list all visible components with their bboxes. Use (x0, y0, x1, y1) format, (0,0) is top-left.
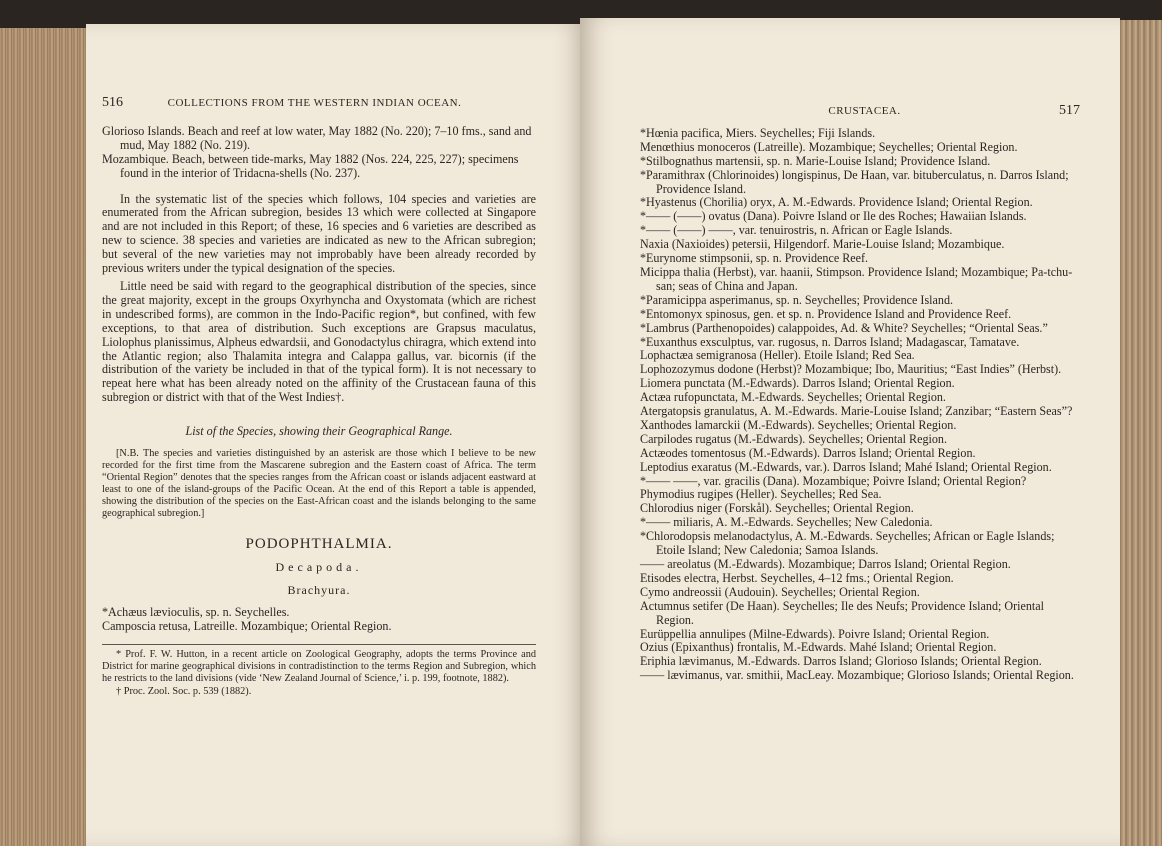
page-number-right: 517 (1059, 103, 1080, 118)
species-entry: *Chlorodopsis melanodactylus, A. M.-Edwards. Seychelles; African or Eagle Islands; Etoile Island; New Caledonia; Samoa Islands. (640, 529, 1055, 558)
heading-tribe: Brachyura. (287, 582, 351, 597)
footnote: † Proc. Zool. Soc. p. 539 (1882). (116, 685, 252, 697)
species-entry: Liomera punctata (M.-Edwards). Darros Island; Oriental Region. (640, 376, 955, 391)
footnote: * Prof. F. W. Hutton, in a recent article on Zoological Geography, adopts the terms Province and District for marine geographical divisions in contradistinction to the terms Region and Subregion, which he restricts to the land divisions (vide ‘New Zealand Journal of Science,’ i. p. 199, footnote, 1882). (102, 648, 536, 684)
right-page-content (640, 104, 1080, 683)
locality-line: Glorioso Islands. Beach and reef at low water, May 1882 (No. 220); 7–10 fms., sand and mud, May 1882 (No. 219). (102, 123, 532, 152)
species-entry: *—— (——) ovatus (Dana). Poivre Island or Ile des Roches; Hawaiian Islands. (640, 209, 1027, 224)
species-entry: Actæodes tomentosus (M.-Edwards). Darros Island; Oriental Region. (640, 445, 976, 460)
right-page-edges (1116, 20, 1162, 846)
right-running-header (640, 104, 1080, 119)
species-entry: *Paramithrax (Chlorinoides) longispinus, De Haan, var. bituberculatus, n. Darros Island; Providence Island. (640, 167, 1069, 196)
left-page-content (102, 96, 536, 698)
species-entry: Naxia (Naxioides) petersii, Hilgendorf. Marie-Louise Island; Mozambique. (640, 237, 1005, 252)
species-entry: Camposcia retusa, Latreille. Mozambique; Oriental Region. (102, 618, 392, 633)
species-entry: *Hœnia pacifica, Miers. Seychelles; Fiji Islands. (640, 125, 876, 140)
species-entry: *—— (——) ——, var. tenuirostris, n. African or Eagle Islands. (640, 223, 953, 238)
body-paragraph: In the systematic list of the species which follows, 104 species and varieties are enumerated from the African subregion, besides 13 which were collected at Singapore and are not included in this Report; of these, 16 species and 6 varieties are described as new to science. 38 species and varieties are indicated as new to the African subregion; but several of the new varieties may not improbably have been already recorded by previous writers under the typical designation of the species. (102, 191, 536, 276)
page-number-left: 516 (102, 95, 123, 110)
left-running-header (102, 96, 536, 111)
species-entry: *Stilbognathus martensii, sp. n. Marie-Louise Island; Providence Island. (640, 153, 991, 168)
species-entry: Chlorodius niger (Forskål). Seychelles; Oriental Region. (640, 501, 914, 516)
heading-suborder: Decapoda. (275, 559, 363, 574)
list-heading: List of the Species, showing their Geographical Range. (185, 424, 453, 439)
species-entry: Xanthodes lamarckii (M.-Edwards). Seychelles; Oriental Region. (640, 417, 957, 432)
body-paragraph: Little need be said with regard to the geographical distribution of the species, since the great majority, except in the groups Oxyrhyncha and Oxystomata (which are richest in undescribed forms), are common in the Indo-Pacific region*, but confined, with few exceptions, to that area of distribution. Such exceptions are Grapsus maculatus, Liolophus planissimus, Alpheus edwardsii, and Gonodactylus chiragra, which extend into the Atlantic region; also Thalamita integra and Calappa gallus, var. bicornis (if the distribution of the variety be included in that of the typical form). It is not necessary to repeat here what has been already noted on the affinity of the Crustacean fauna of this subregion or district with that of the West Indies†. (102, 278, 536, 405)
species-entry: *Paramicippa asperimanus, sp. n. Seychelles; Providence Island. (640, 292, 954, 307)
species-entry: Actæa rufopunctata, M.-Edwards. Seychelles; Oriental Region. (640, 390, 946, 405)
species-entry: Carpilodes rugatus (M.-Edwards). Seychelles; Oriental Region. (640, 431, 947, 446)
editorial-note: [N.B. The species and varieties distinguished by an asterisk are those which I believe to be new recorded for the first time from the Mascarene subregion and the Eastern coast of Africa. The term “Oriental Region” denotes that the species ranges from the African coast or islands adjacent eastward at least to one of the island-groups of the Pacific Ocean. At the end of this Report a table is appended, showing the distribution of the species on the East-African coast and the islands belonging to the same geographical subregion.] (102, 448, 536, 520)
species-entry: *Entomonyx spinosus, gen. et sp. n. Providence Island and Providence Reef. (640, 306, 1012, 321)
species-entry: *Eurynome stimpsonii, sp. n. Providence Reef. (640, 251, 869, 266)
species-entry: *Hyastenus (Chorilia) oryx, A. M.-Edwards. Providence Island; Oriental Region. (640, 195, 1033, 210)
species-entry: Micippa thalia (Herbst), var. haanii, Stimpson. Providence Island; Mozambique; Pa-tchu-san; seas of China and Japan. (640, 264, 1073, 293)
species-entry: *—— miliaris, A. M.-Edwards. Seychelles; New Caledonia. (640, 515, 933, 530)
species-entry: Eurüppellia annulipes (Milne-Edwards). Poivre Island; Oriental Region. (640, 626, 990, 641)
species-entry: Eriphia lævimanus, M.-Edwards. Darros Island; Glorioso Islands; Oriental Region. (640, 654, 1042, 669)
species-entry: Etisodes electra, Herbst. Seychelles, 4–12 fms.; Oriental Region. (640, 570, 954, 585)
heading-order: PODOPHTHALMIA. (245, 536, 393, 553)
species-entry: —— lævimanus, var. smithii, MacLeay. Mozambique; Glorioso Islands; Oriental Region. (640, 668, 1074, 683)
left-page-edges (0, 28, 92, 846)
footnote-rule (102, 644, 536, 645)
species-entry: Ozius (Epixanthus) frontalis, M.-Edwards. Mahé Island; Oriental Region. (640, 640, 997, 655)
species-entry: Cymo andreossii (Audouin). Seychelles; Oriental Region. (640, 584, 920, 599)
species-entry: *Achæus lævioculis, sp. n. Seychelles. (102, 604, 290, 619)
locality-line: Mozambique. Beach, between tide-marks, May 1882 (Nos. 224, 225, 227); specimens found in the interior of Tridacna-shells (No. 237). (102, 151, 519, 180)
species-entry: —— areolatus (M.-Edwards). Mozambique; Darros Island; Oriental Region. (640, 557, 1011, 571)
species-entry: Lophozozymus dodone (Herbst)? Mozambique; Ibo, Mauritius; “East Indies” (Herbst). (640, 362, 1062, 377)
species-entry: Menœthius monoceros (Latreille). Mozambique; Seychelles; Oriental Region. (640, 139, 1018, 154)
species-entry: Lophactæa semigranosa (Heller). Etoile Island; Red Sea. (640, 348, 915, 363)
species-entry: Atergatopsis granulatus, A. M.-Edwards. Marie-Louise Island; Zanzibar; “Eastern Seas”? (640, 404, 1073, 419)
species-entry: *Euxanthus exsculptus, var. rugosus, n. Darros Island; Madagascar, Tamatave. (640, 334, 1020, 349)
species-entry: *Lambrus (Parthenopoides) calappoides, Ad. & White? Seychelles; “Oriental Seas.” (640, 320, 1048, 335)
species-entry: *—— ——, var. gracilis (Dana). Mozambique; Poivre Island; Oriental Region? (640, 473, 1027, 488)
running-head-left: COLLECTIONS FROM THE WESTERN INDIAN OCEAN. (167, 97, 462, 109)
species-entry: Phymodius rugipes (Heller). Seychelles; Red Sea. (640, 487, 882, 502)
running-head-right: CRUSTACEA. (828, 105, 901, 117)
species-entry: Actumnus setifer (De Haan). Seychelles; Ile des Neufs; Providence Island; Oriental Region. (640, 598, 1045, 627)
species-entry: Leptodius exaratus (M.-Edwards, var.). Darros Island; Mahé Island; Oriental Region. (640, 459, 1052, 474)
